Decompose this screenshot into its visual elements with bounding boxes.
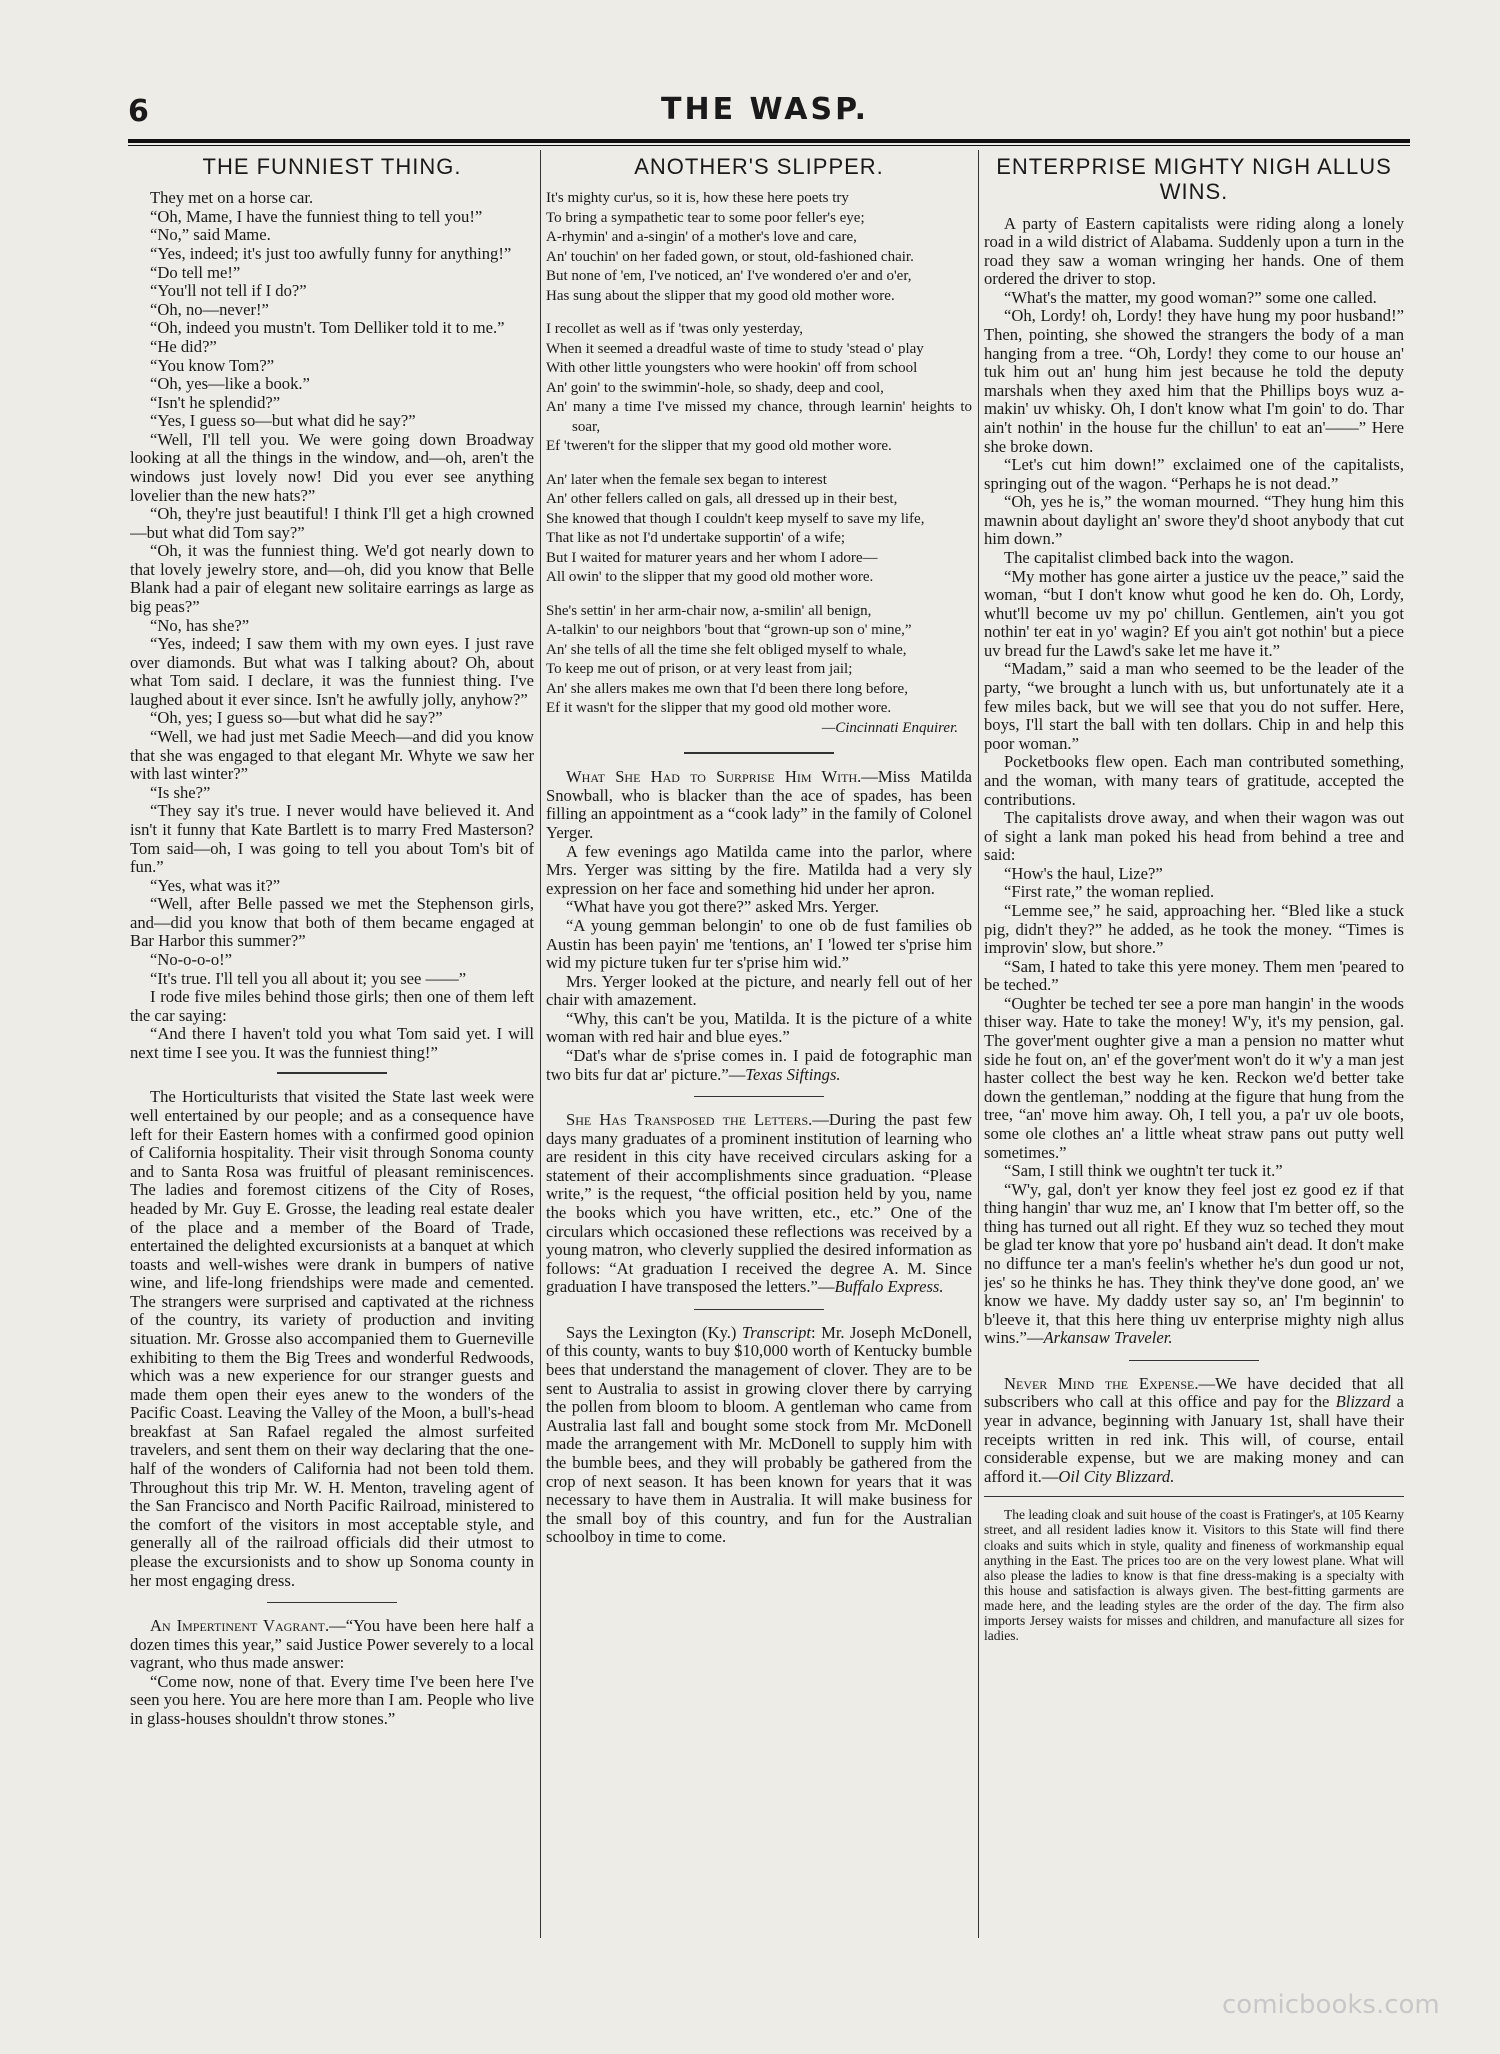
dialog-line: “Oh, they're just beautiful! I think I'll get a high crowned—but what did Tom say?” (130, 504, 534, 542)
separator (1129, 1360, 1259, 1361)
poem-credit: —Cincinnati Enquirer. (821, 719, 958, 736)
surprise-paragraph: “Why, this can't be you, Matilda. It is the picture of a white woman with red hair and blue eyes.” (546, 1008, 972, 1047)
poem-line: An' goin' to the swimmin'-hole, so shady, deep and cool, (546, 379, 884, 396)
letters-credit: Buffalo Express. (834, 1277, 944, 1297)
page-header (120, 92, 1410, 132)
dialog-line: “They say it's true. I never would have believed it. And isn't it funny that Kate Bartlett is to marry Fred Masterson? Tom said—oh, I was going to tell you about Tom's bit of fun.” (130, 801, 534, 877)
enterprise-story-text (984, 215, 1404, 1348)
story-paragraph: “My mother has gone airter a justice uv the peace,” said the woman, “but I don't know whut good he ken do. Oh, Lordy, whut'll become uv my po' chillun. Gentlemen, ain't you got nothin' ter eat in yo' wagin? Ef you ain't got nothin' but a piece uv bread fur the Lawd's sake let me have it.” (984, 566, 1404, 660)
poem-line: An' later when the female sex began to interest (546, 471, 827, 488)
column-middle (546, 148, 972, 1938)
masthead-title: THE WASP. (661, 92, 869, 127)
poem-line: I recollet as well as if 'twas only yesterday, (546, 321, 804, 338)
funniest-thing-text (130, 189, 534, 1062)
dialog-line: “Well, we had just met Sadie Meech—and did you know that she was engaged to that elegant Mr. Whyte we saw her with last winter?” (130, 727, 534, 784)
separator (694, 1309, 824, 1310)
expense-text-b: a year in advance, beginning with January 1st, shall have their receipts written in red ink. This will, of course, entail considerable expense, but we are making money and can afford it.— (984, 1392, 1404, 1486)
vagrant-reply: “Come now, none of that. Every time I've been here I've seen you here. You are here more than I am. People who live in glass-houses shouldn't throw stones.” (130, 1671, 534, 1728)
story-paragraph: The capitalists drove away, and when their wagon was out of sight a lank man poked his head from behind a tree and said: (984, 808, 1404, 865)
expense-heading: Never Mind the Expense. (1004, 1373, 1199, 1393)
dialog-line: “Yes, I guess so—but what did he say?” (150, 411, 416, 431)
story-paragraph: A party of Eastern capitalists were riding along a lonely road in a wild district of Alabama. Suddenly upon a turn in the road they saw a woman wringing her hands. One of them ordered the driver to stop. (984, 213, 1404, 289)
lexington-intro: Says the Lexington (Ky.) (566, 1322, 742, 1342)
vagrant-heading: An Impertinent Vagrant. (150, 1616, 330, 1636)
story-paragraph: “Lemme see,” he said, approaching her. “Bled like a stuck pig, didn't they?” he added, as he took the money. “Times is improvin' slow, but shore.” (984, 900, 1404, 958)
expense-credit: Oil City Blizzard. (1058, 1466, 1175, 1486)
article-title-funniest-thing: THE FUNNIEST THING. (202, 154, 462, 179)
story-paragraph: “Let's cut him down!” exclaimed one of the capitalists, springing out of the wagon. “Perhaps he is not dead.” (984, 455, 1404, 493)
poem-line: Has sung about the slipper that my good old mother wore. (546, 287, 895, 304)
story-paragraph: “Madam,” said a man who seemed to be the leader of the party, “we brought a lunch with us, but unfortunately ate it a few miles back, but we will see that you do not suffer. Here, boys, I'll start the ball with ten dollars. Chip in and help this poor woman.” (984, 659, 1404, 753)
surprise-paragraph: A few evenings ago Matilda came into the parlor, where Mrs. Yerger was sitting by the fire. Matilda had a very sly expression on her face and something hid under her apron. (546, 841, 972, 898)
dialog-line: “Oh, Mame, I have the funniest thing to tell you!” (150, 206, 483, 226)
dialog-line: “Oh, no—never!” (150, 299, 269, 319)
surprise-continued (546, 843, 972, 1085)
dialog-line: “Is she?” (150, 782, 211, 802)
story-paragraph: “How's the haul, Lize?” (1004, 863, 1163, 883)
surprise-paragraph: “A young gemman belongin' to one ob de fust families ob Austin has been payin' me 'tentions, an' I 'lowed ter s'prise him wid my picture tuken fur ter s'prise him wid.” (546, 915, 972, 973)
watermark: comicbooks.com (1222, 1990, 1440, 2020)
letters-paragraph (546, 1111, 972, 1297)
dialog-line: “Do tell me!” (150, 262, 241, 282)
dialog-line: “No, has she?” (150, 615, 250, 635)
surprise-text: —Miss Matilda Snowball, who is blacker than the ace of spades, has been filling an appointment as a “cook lady” in the family of Colonel Yerger. (546, 767, 972, 843)
dialog-line: “He did?” (150, 336, 217, 356)
horticulturists-paragraph: The Horticulturists that visited the State last week were well entertained by our people; and as a consequence have left for their Eastern homes with a confirmed good opinion of California hospitality. Their visit through Sonoma county and to Santa Rosa was fruitful of pleasant reminiscences. The ladies and foremost citizens of the City of Roses, headed by Mr. Guy E. Grosse, the leading real estate dealer of the place and a member of the Board of Trade, entertained the delighted excursionists at a banquet at which toasts and well-wishes were drank in bumpers of native wine, and life-long friendships were made and cemented. The strangers were surprised and captivated at the richness of the country, its variety of production and inviting situation. Mr. Grosse also accompanied them to Guerneville exhibiting to them the Big Trees and wonderful Redwoods, which was a new experience for our stranger guests and made them open their eyes anew to the wonders of the Pacific Coast. Leaving the Valley of the Moon, a bull's-head breakfast at San Rafael regaled the almost surfeited travelers, and sent them on their way declaring that the one-half of the wonders of California had not been told them. Throughout this trip Mr. W. H. Menton, traveling agent of the San Francisco and North Pacific Railroad, ministered to the comfort of the visitors in most acceptable style, and generally all of the railroad officials did their utmost to please the excursionists and to show up Sonoma county in her most engaging dress. (130, 1087, 534, 1590)
poem-line: A-talkin' to our neighbors 'bout that “grown-up son o' mine,” (546, 622, 912, 639)
poem-line: With other little youngsters who were hookin' off from school (546, 360, 918, 377)
surprise-heading: What She Had to Surprise Him With. (566, 767, 862, 787)
story-paragraph: “Sam, I hated to take this yere money. Them men 'peared to be teched.” (984, 956, 1404, 995)
vagrant-paragraph (130, 1617, 534, 1673)
fratinger-advertisement: The leading cloak and suit house of the coast is Fratinger's, at 105 Kearny street, and all resident ladies know it. Visitors to this State will find there cloaks and suits which in style, quality and fineness of workmanship equal anything in the East. The prices too are on the very lowest plane. What will also please the ladies to know is that fine dress-making is a specialty with this house and satisfaction is always given. The best-fitting garments are made here, and the leading styles are the order of the day. The firm also imports Jersey waists for misses and children, and manufacture all sizes for ladies. (984, 1507, 1404, 1644)
header-rule (128, 139, 1410, 143)
poem-line: An' other fellers called on gals, all dressed up in their best, (546, 491, 898, 508)
poem-line: All owin' to the slipper that my good old mother wore. (546, 569, 874, 586)
dialog-line: “Oh, it was the funniest thing. We'd got nearly down to that lovely jewelry store, and—oh, did you know that Belle Blank had a pair of elegant new solitaire earrings as large as big peas?” (130, 541, 534, 617)
poem-line: She's settin' in her arm-chair now, a-smilin' all benign, (546, 602, 872, 619)
lexington-paragraph (546, 1324, 972, 1547)
poem-line: That like as not I'd undertake supportin' of a wife; (546, 530, 846, 547)
poem-line: But none of 'em, I've noticed, an' I've wondered o'er and o'er, (546, 268, 912, 285)
poem-line: An' many a time I've missed my chance, through learnin' heights to soar, (546, 399, 972, 435)
dialog-line: “Yes, what was it?” (150, 875, 281, 895)
story-paragraph: “First rate,” the woman replied. (1004, 882, 1215, 902)
dialog-line: “Isn't he splendid?” (150, 392, 281, 412)
poem-line: A-rhymin' and a-singin' of a mother's love and care, (546, 229, 857, 246)
letters-heading: She Has Transposed the Letters. (566, 1110, 813, 1130)
dialog-line: “Oh, indeed you mustn't. Tom Delliker told it to me.” (150, 318, 505, 338)
dialog-line: “And there I haven't told you what Tom said yet. I will next time I see you. It was the funniest thing!” (130, 1024, 534, 1062)
separator (267, 1602, 397, 1603)
separator (984, 1496, 1404, 1497)
dialog-line: “No-o-o-o!” (150, 950, 233, 969)
story-paragraph: “Oh, yes he is,” the woman mourned. “They hung him this mawnin about daylight an' swore they'd shoot anybody that cut him down.” (984, 492, 1404, 549)
dialog-line: I rode five miles behind those girls; then one of them left the car saying: (130, 987, 534, 1025)
story-paragraph: “Oh, Lordy! oh, Lordy! they have hung my poor husband!” Then, pointing, she showed the strangers the body of a man hanging from a tree. “Oh, Lordy! they come to our house an' tuk him out an' hung him jest because he told the deputy marshals when they axed him that the Phillips boys wuz a-makin' uv whisky. Oh, I don't know what I'm goin' to do. Thar ain't nothin' in the house fur the chillun' to eat an'——” Here she broke down. (984, 306, 1404, 456)
poem-line: But I waited for maturer years and her whom I adore— (546, 549, 878, 566)
surprise-paragraph (546, 768, 972, 842)
story-credit: Arkansaw Traveler. (1043, 1328, 1173, 1348)
stanza-break (546, 306, 972, 320)
dialog-line: “Well, I'll tell you. We were going down Broadway looking at all the things in the window, and—oh, aren't the windows just lovely now! Did you ever see anything lovelier than the new hats?” (130, 429, 534, 505)
lexington-text: : Mr. Joseph McDonell, of this county, wants to buy $10,000 worth of Kentucky bumble bees that understand the management of clover. They are to be sent to Australia to assist in growing clover there by carrying the pollen from bloom to bloom. A gentleman who came from Australia last fall and bought some stock from Mr. McDonell made the arrangement with Mr. McDonell to supply him with the bumble bees, and they will probably be gathered from the crop of next season. It has been known for years that it was necessary to have them in Australia. It will make business for the small boy of this country, and fun for the Australian schoolboy in time to come. (546, 1322, 972, 1547)
story-paragraph: “Sam, I still think we oughtn't ter tuck it.” (1004, 1161, 1283, 1181)
dialog-line: “Yes, indeed; it's just too awfully funny for anything!” (150, 244, 512, 264)
poem-line: An' she allers makes me own that I'd been there long before, (546, 680, 908, 697)
lexington-paper-name: Transcript (741, 1322, 812, 1342)
surprise-paragraph: “What have you got there?” asked Mrs. Yerger. (566, 897, 880, 917)
poem-line: Ef it wasn't for the slipper that my good old mother wore. (546, 700, 892, 717)
dialog-line: “Yes, indeed; I saw them with my own eyes. I just rave over diamonds. But what was I talking about? Oh, about what Tom said. I declare, it was the funniest thing. I've laughed about it ever since. Isn't he awfully jolly, anyhow?” (130, 634, 534, 709)
poem-line: When it seemed a dreadful waste of time to study 'stead o' play (546, 340, 924, 357)
expense-paragraph (984, 1375, 1404, 1486)
poem-line: An' she tells of all the time she felt obliged myself to whale, (546, 641, 907, 658)
letters-text: —During the past few days many graduates of a prominent institution of learning who are resident in this city have received circulars asking for a statement of their accomplishments since graduation. “Please write,” is the request, “the official position held by you, name the books which you have written, etc., etc.” One of the circulars which occasioned these reflections was received by a young matron, who cleverly supplied the desired information as follows: “At graduation I received the degree A. M. Since graduation I have transposed the letters.”— (546, 1110, 972, 1297)
story-paragraph: Pocketbooks flew open. Each man contributed something, and the woman, with many tears of gratitude, accepted the contributions. (984, 752, 1404, 809)
column-divider-2 (978, 150, 979, 1938)
dialog-line: “Oh, yes—like a book.” (150, 374, 310, 394)
expense-paper-name: Blizzard (1335, 1392, 1391, 1412)
story-paragraph: “W'y, gal, don't yer know they feel jost ez good ez if that thing hangin' thar wuz me, an' I know that I'm better off, so the thing has turned out all right. Ef they wuz so teched they mout be glad ter know that yore po' husband ain't dead. It don't make no diffunce ter a man's feelin's whether he's dun good ur not, jes' so he thinks he has. They think they've done good, an' we know we have. My daddy uster say so, an' I'm beginnin' to b'leeve it, that this here thing uv enterprise mighty nigh allus wins.”—Arkansaw Traveler. (984, 1179, 1404, 1348)
separator (684, 752, 834, 754)
poem-line: To keep me out of prison, or at very least from jail; (546, 661, 853, 678)
poem-line: She knowed that though I couldn't keep myself to save my life, (546, 510, 925, 527)
story-paragraph: “Oughter be teched ter see a pore man hangin' in the woods thiser way. Hate to take the money! W'y, it's my pension, gal. The gover'ment oughter give a man a pension no matter whut side he fout on, an' ef the gover'ment won't do it w'y a man jest haster collect the best way he ken. Reckon we'd better take down the gentleman,” nodding at the figure that hung from the tree, “an' move him away. Oh, I tell you, a pa'r uv ole boots, some ole clothes an' a little wheat straw pans out putty well sometimes.” (984, 993, 1404, 1162)
article-title-enterprise: ENTERPRISE MIGHTY NIGH ALLUS WINS. (996, 154, 1392, 205)
stanza-break (546, 588, 972, 602)
poem-line: Ef 'tweren't for the slipper that my good old mother wore. (546, 438, 892, 455)
header-rule-thin (128, 145, 1410, 146)
vagrant-text: —“You have been here half a dozen times this year,” said Justice Power severely to a local vagrant, who thus made answer: (130, 1616, 534, 1673)
dialog-line: “Oh, yes; I guess so—but what did he say?” (150, 708, 443, 728)
column-right (984, 148, 1404, 1938)
column-divider-1 (540, 150, 541, 1938)
poem-line: It's mighty cur'us, so it is, how these here poets try (546, 190, 849, 207)
dialog-line: “You know Tom?” (150, 355, 275, 375)
dialog-line: They met on a horse car. (150, 188, 314, 208)
surprise-paragraph: Mrs. Yerger looked at the picture, and nearly fell out of her chair with amazement. (546, 971, 972, 1010)
separator (694, 1096, 824, 1097)
story-paragraph: “What's the matter, my good woman?” some one called. (1004, 287, 1377, 307)
poem-line: An' touchin' on her faded gown, or stout, old-fashioned chair. (546, 248, 914, 265)
separator (277, 1072, 387, 1074)
dialog-line: “It's true. I'll tell you all about it; you see ——” (150, 968, 467, 988)
stanza-break (546, 457, 972, 471)
article-title-anothers-slipper: ANOTHER'S SLIPPER. (634, 154, 884, 179)
surprise-paragraph: “Dat's whar de s'prise comes in. I paid de fotographic man two bits fur dat ar' picture.”—Texas Siftings. (546, 1045, 972, 1084)
page-number: 6 (128, 94, 149, 129)
poem-anothers-slipper (546, 189, 972, 719)
column-left (130, 148, 534, 1938)
poem-line: To bring a sympathetic tear to some poor feller's eye; (546, 209, 865, 226)
surprise-credit: Texas Siftings. (745, 1064, 841, 1084)
story-paragraph: The capitalist climbed back into the wagon. (1004, 548, 1294, 567)
dialog-line: “You'll not tell if I do?” (150, 281, 307, 301)
expense-text-a: —We have decided that all subscribers who call at this office and pay for the (984, 1373, 1404, 1412)
dialog-line: “No,” said Mame. (150, 225, 271, 245)
dialog-line: “Well, after Belle passed we met the Stephenson girls, and—did you know that both of them became engaged at Bar Harbor this summer?” (130, 894, 534, 951)
